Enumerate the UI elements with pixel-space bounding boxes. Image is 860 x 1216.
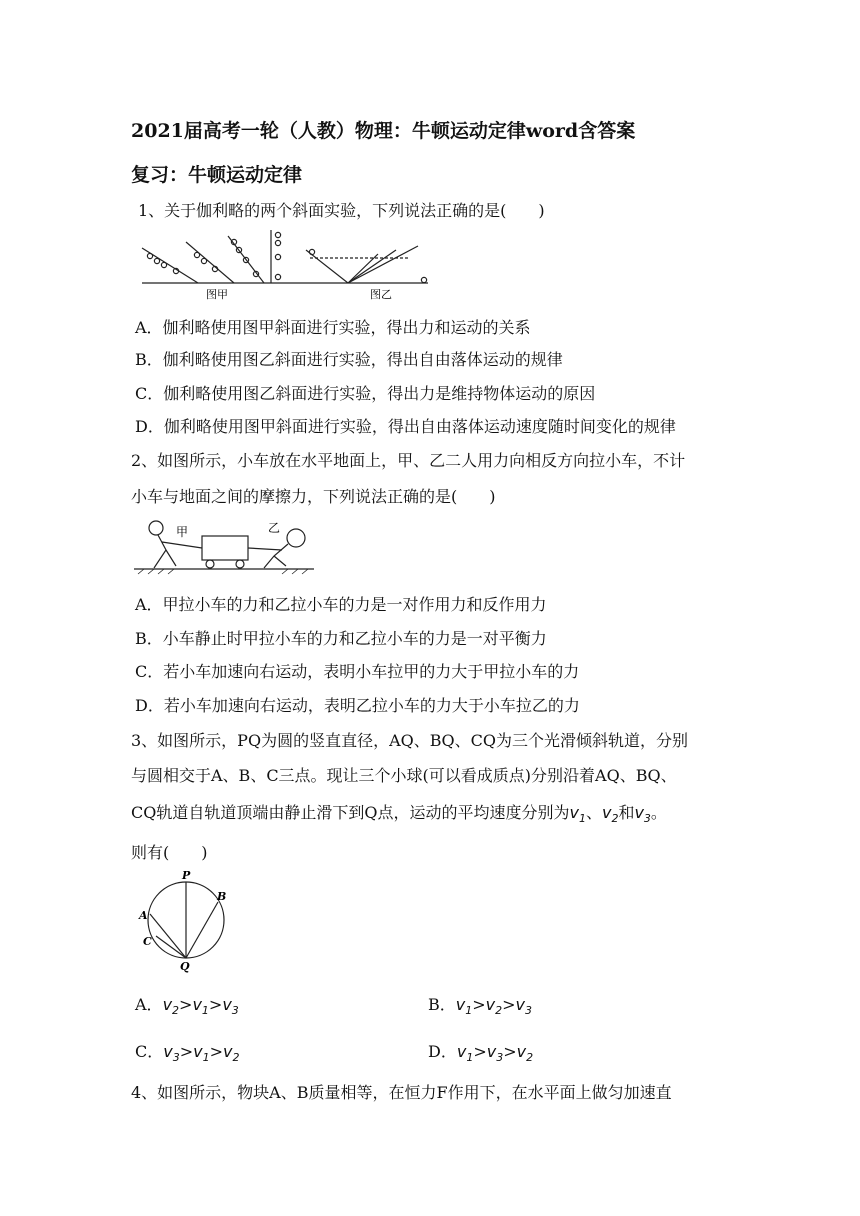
q2-figure-label-jia: 甲 bbox=[176, 525, 189, 539]
q3-stem-line4: 则有( ) bbox=[131, 843, 208, 862]
q3-stem-line3: CQ轨道自轨道顶端由静止滑下到Q点，运动的平均速度分别为$v_1$、$v_2$和$v_3$。 bbox=[131, 803, 667, 826]
q3-label-c: C bbox=[143, 935, 152, 948]
q4-stem-line1: 4、如图所示，物块A、B质量相等，在恒力F作用下，在水平面上做匀加速直 bbox=[131, 1083, 672, 1102]
q1-option-a: A．伽利略使用图甲斜面进行实验，得出力和运动的关系 bbox=[135, 318, 531, 337]
q1-figure bbox=[138, 228, 438, 304]
q3-v2: $v_2$ bbox=[601, 803, 619, 826]
q3-option-c: C．$v_3>v_1>v_2$ bbox=[135, 1042, 240, 1065]
q2-option-c: C．若小车加速向右运动，表明小车拉甲的力大于甲拉小车的力 bbox=[135, 662, 580, 681]
section-heading: 复习：牛顿运动定律 bbox=[131, 164, 303, 186]
q1-option-b: B．伽利略使用图乙斜面进行实验，得出自由落体运动的规律 bbox=[135, 350, 563, 369]
q1-figure-label-a: 图甲 bbox=[206, 288, 228, 301]
q3-v1: $v_1$ bbox=[569, 803, 586, 826]
q3-option-a: A．$v_2>v_1>v_3$ bbox=[135, 995, 239, 1018]
q3-stem-line2: 与圆相交于A、B、C三点。现让三个小球(可以看成质点)分别沿着AQ、BQ、 bbox=[131, 766, 677, 785]
document-title: 2021届高考一轮（人教）物理：牛顿运动定律word含答案 bbox=[131, 120, 636, 142]
q3-figure bbox=[136, 868, 236, 976]
q3-stem-line1: 3、如图所示，PQ为圆的竖直直径，AQ、BQ、CQ为三个光滑倾斜轨道，分别 bbox=[131, 731, 688, 750]
q2-figure bbox=[132, 516, 318, 578]
q2-option-d: D．若小车加速向右运动，表明乙拉小车的力大于小车拉乙的力 bbox=[135, 696, 580, 715]
q1-stem: 1、关于伽利略的两个斜面实验，下列说法正确的是( ) bbox=[138, 201, 545, 220]
q2-option-a: A．甲拉小车的力和乙拉小车的力是一对作用力和反作用力 bbox=[135, 595, 547, 614]
q2-stem-line2: 小车与地面之间的摩擦力，下列说法正确的是( ) bbox=[131, 487, 496, 506]
q3-stem-line3-text: CQ轨道自轨道顶端由静止滑下到Q点，运动的平均速度分别为 bbox=[131, 803, 570, 822]
q1-option-c: C．伽利略使用图乙斜面进行实验，得出力是维持物体运动的原因 bbox=[135, 384, 596, 403]
q3-option-d: D．$v_1>v_3>v_2$ bbox=[428, 1042, 534, 1065]
q3-label-a: A bbox=[139, 909, 148, 922]
q2-figure-label-yi: 乙 bbox=[268, 521, 281, 535]
q2-option-b: B．小车静止时甲拉小车的力和乙拉小车的力是一对平衡力 bbox=[135, 629, 547, 648]
q3-v3: $v_3$ bbox=[634, 803, 651, 826]
q1-option-d: D．伽利略使用图甲斜面进行实验，得出自由落体运动速度随时间变化的规律 bbox=[135, 417, 676, 436]
q3-label-b: B bbox=[217, 890, 227, 903]
q1-figure-label-b: 图乙 bbox=[370, 288, 392, 301]
q3-label-q: Q bbox=[180, 960, 190, 973]
q3-option-b: B．$v_1>v_2>v_3$ bbox=[428, 995, 532, 1018]
q2-stem-line1: 2、如图所示，小车放在水平地面上，甲、乙二人用力向相反方向拉小车，不计 bbox=[131, 451, 686, 470]
q3-label-p: P bbox=[182, 869, 191, 882]
